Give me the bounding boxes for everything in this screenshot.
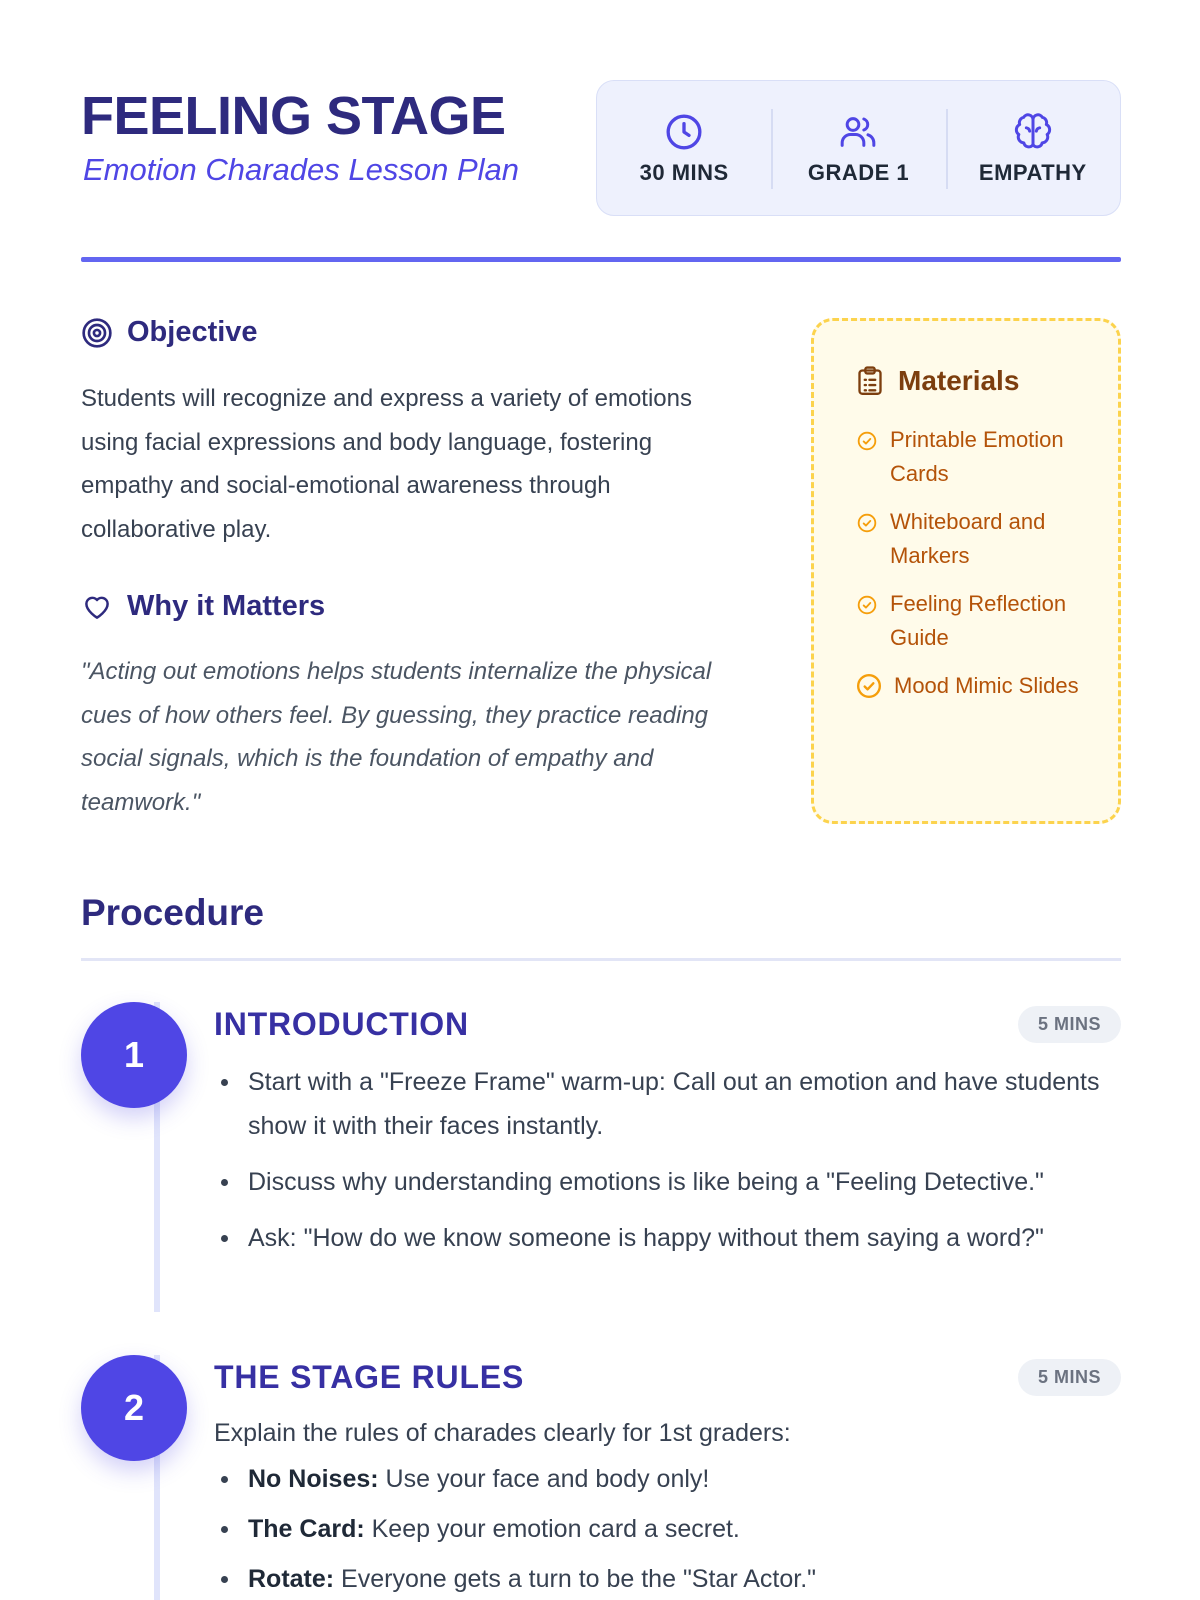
page-title: FEELING STAGE: [81, 86, 506, 146]
step-body: [214, 1411, 1119, 1600]
stats-panel: [596, 80, 1121, 216]
list-item: [856, 669, 1088, 703]
step-title: THE STAGE RULES: [214, 1359, 525, 1395]
list-item: [856, 587, 1088, 655]
rule-text: Keep your emotion card a secret.: [364, 1515, 740, 1543]
list-item: Ask: "How do we know someone is happy without them saying a word?": [214, 1216, 1119, 1260]
rule-term: No Noises:: [248, 1465, 379, 1493]
check-circle-icon: [856, 673, 882, 699]
check-circle-icon: [856, 431, 878, 451]
rule-term: Rotate:: [248, 1565, 335, 1593]
procedure-title: Procedure: [81, 892, 265, 933]
stat-label: GRADE 1: [807, 160, 910, 185]
why-heading: [81, 590, 325, 623]
step-duration-badge: 5 MINS: [1018, 1359, 1121, 1396]
material-label: Printable Emotion Cards: [890, 427, 1064, 486]
rule-text: Use your face and body only!: [378, 1465, 710, 1493]
header-divider: [81, 257, 1121, 262]
rule-term: The Card:: [248, 1515, 365, 1543]
procedure-step-2: [81, 1355, 1121, 1600]
objective-text: Students will recognize and express a variety of emotions using facial expressions and body language, fostering empathy and social-emotional awareness through collaborative play.: [81, 385, 692, 543]
material-label: Whiteboard and Markers: [890, 509, 1046, 568]
stat-duration: [597, 81, 771, 215]
material-label: Feeling Reflection Guide: [890, 591, 1067, 650]
objective-heading: [81, 316, 258, 349]
why-quote: "Acting out emotions helps students internalize the physical cues of how others feel. By guessing, they practice reading social signals, which is the foundation of empathy and teamwork.": [81, 658, 712, 816]
clock-icon: [664, 112, 704, 152]
brain-icon: [1013, 112, 1053, 152]
list-item: Discuss why understanding emotions is like being a "Feeling Detective.": [214, 1160, 1119, 1204]
target-icon: [81, 317, 113, 349]
materials-list: [856, 423, 1088, 703]
list-item: [214, 1459, 1119, 1499]
why-title: Why it Matters: [127, 590, 326, 622]
clipboard-icon: [856, 365, 884, 397]
check-circle-icon: [856, 595, 878, 615]
list-item: [856, 423, 1088, 491]
step-duration-badge: 5 MINS: [1018, 1006, 1121, 1043]
step-lead-text: Explain the rules of charades clearly for 1st graders:: [214, 1419, 791, 1447]
step-number-badge: 2: [81, 1355, 187, 1461]
list-item: [214, 1559, 1119, 1599]
materials-card: [811, 318, 1121, 824]
stat-skill: [946, 81, 1120, 215]
step-number-badge: 1: [81, 1002, 187, 1108]
list-item: Start with a "Freeze Frame" warm-up: Call out an emotion and have students show it with their faces instantly.: [214, 1060, 1119, 1148]
page-subtitle: Emotion Charades Lesson Plan: [83, 152, 519, 187]
header: [81, 80, 1121, 220]
users-icon: [838, 112, 878, 152]
list-item: [856, 505, 1088, 573]
check-circle-icon: [856, 513, 878, 533]
materials-title: Materials: [898, 365, 1020, 396]
stat-label: EMPATHY: [978, 160, 1087, 185]
step-body: [214, 1060, 1119, 1272]
step-bullets: [214, 1060, 1119, 1260]
heart-icon: [81, 592, 113, 622]
material-label: Mood Mimic Slides: [894, 673, 1079, 698]
procedure-divider: [81, 958, 1121, 961]
rule-text: Everyone gets a turn to be the "Star Actor.": [334, 1565, 817, 1593]
step-rules: [214, 1459, 1119, 1599]
list-item: [214, 1509, 1119, 1549]
materials-heading: [856, 365, 1088, 397]
stat-grade: [771, 81, 945, 215]
step-title: INTRODUCTION: [214, 1006, 469, 1042]
stat-label: 30 MINS: [639, 160, 729, 185]
lesson-plan-page: [81, 0, 1121, 1600]
procedure-step-1: [81, 1002, 1121, 1312]
objective-title: Objective: [127, 316, 258, 348]
